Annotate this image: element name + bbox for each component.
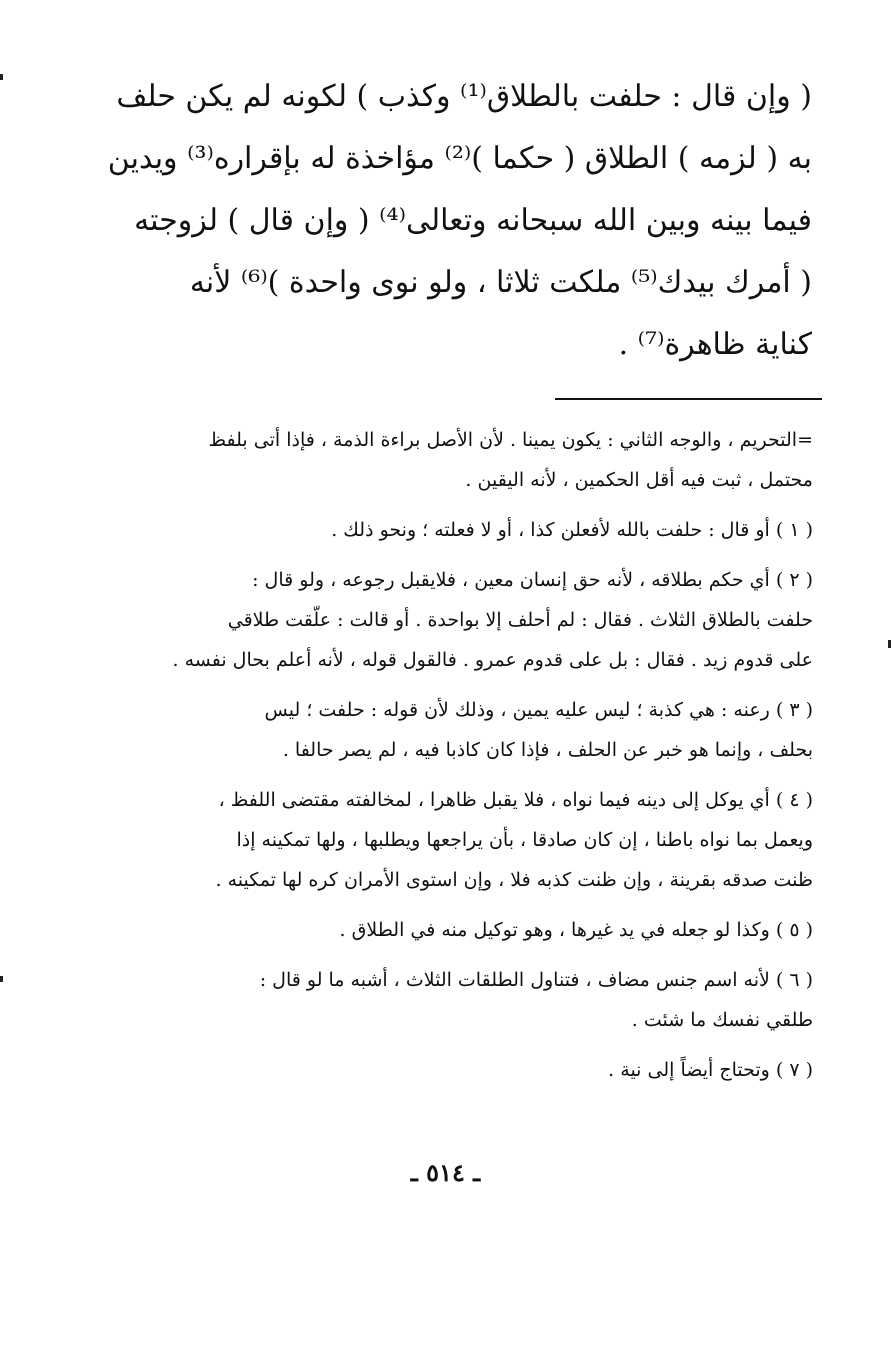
footnote-line: بحلف ، وإنما هو خبر عن الحلف ، فإذا كان كاذبا فيه ، لم يصر حالفا .: [282, 739, 813, 761]
scan-edge-mark: [0, 74, 3, 80]
footnote-4: [78, 780, 813, 900]
main-text-line: كناية ظاهرة⁽⁷⁾ .: [618, 327, 812, 362]
footnote-6: [78, 960, 813, 1040]
footnote-line: ظنت صدقه بقرينة ، وإن ظنت كذبه فلا ، وإن استوى الأمران كره لها تمكينه .: [215, 869, 813, 891]
footnote-3: [78, 690, 813, 770]
footnote-line: ( ٦ ) لأنه اسم جنس مضاف ، فتناول الطلقات الثلاث ، أشبه ما لو قال :: [259, 969, 813, 991]
footnote-7: [78, 1050, 813, 1090]
page-number: ـ ٥١٤ ـ: [410, 1158, 481, 1187]
footnotes-block: [78, 420, 813, 1100]
footnote-line: ( ٧ ) وتحتاج أيضاً إلى نية .: [608, 1059, 813, 1081]
main-text-block: [84, 66, 812, 376]
main-text-line: به ( لزمه ) الطلاق ( حكما )⁽²⁾ مؤاخذة له بإقراره⁽³⁾ ويدين: [107, 141, 812, 176]
footnote-line: ( ٥ ) وكذا لو جعله في يد غيرها ، وهو توكيل منه في الطلاق .: [339, 919, 813, 941]
scan-edge-mark: [0, 976, 3, 982]
footnote-line: طلقي نفسك ما شئت .: [631, 1009, 813, 1031]
footnote-line: ( ٢ ) أي حكم بطلاقه ، لأنه حق إنسان معين ، فلايقبل رجوعه ، ولو قال :: [252, 569, 813, 591]
footnote-line: حلفت بالطلاق الثلاث . فقال : لم أحلف إلا بواحدة . أو قالت : علّقت طلاقي: [227, 609, 813, 631]
footnote-continuation: [78, 420, 813, 500]
footnote-line: =التحريم ، والوجه الثاني : يكون يمينا . لأن الأصل براءة الذمة ، فإذا أتى بلفظ: [208, 429, 813, 451]
footnote-5: [78, 910, 813, 950]
footnote-line: ويعمل بما نواه باطنا ، إن كان صادقا ، بأن يراجعها ويطلبها ، ولها تمكينه إذا: [236, 829, 813, 851]
main-text-line: ( وإن قال : حلفت بالطلاق⁽¹⁾ وكذب ) لكونه لم يكن حلف: [116, 79, 812, 114]
footnote-line: ( ١ ) أو قال : حلفت بالله لأفعلن كذا ، أو لا فعلته ؛ ونحو ذلك .: [331, 519, 813, 541]
footnote-line: ( ٣ ) رعنه : هي كذبة ؛ ليس عليه يمين ، وذلك لأن قوله : حلفت ؛ ليس: [264, 699, 813, 721]
footnote-line: على قدوم زيد . فقال : بل على قدوم عمرو . فالقول قوله ، لأنه أعلم بحال نفسه .: [172, 649, 813, 671]
main-text-line: ( أمرك بيدك⁽⁵⁾ ملكت ثلاثا ، ولو نوى واحدة )⁽⁶⁾ لأنه: [189, 265, 812, 300]
footnote-1: [78, 510, 813, 550]
main-text-line: فيما بينه وبين الله سبحانه وتعالى⁽⁴⁾ ( وإن قال ) لزوجته: [134, 203, 812, 238]
footnote-2: [78, 560, 813, 680]
footnote-separator-rule: [555, 398, 822, 400]
footnote-line: ( ٤ ) أي يوكل إلى دينه فيما نواه ، فلا يقبل ظاهرا ، لمخالفته مقتضى اللفظ ،: [218, 789, 813, 811]
footnote-line: محتمل ، ثبت فيه أقل الحكمين ، لأنه اليقين .: [465, 469, 813, 491]
